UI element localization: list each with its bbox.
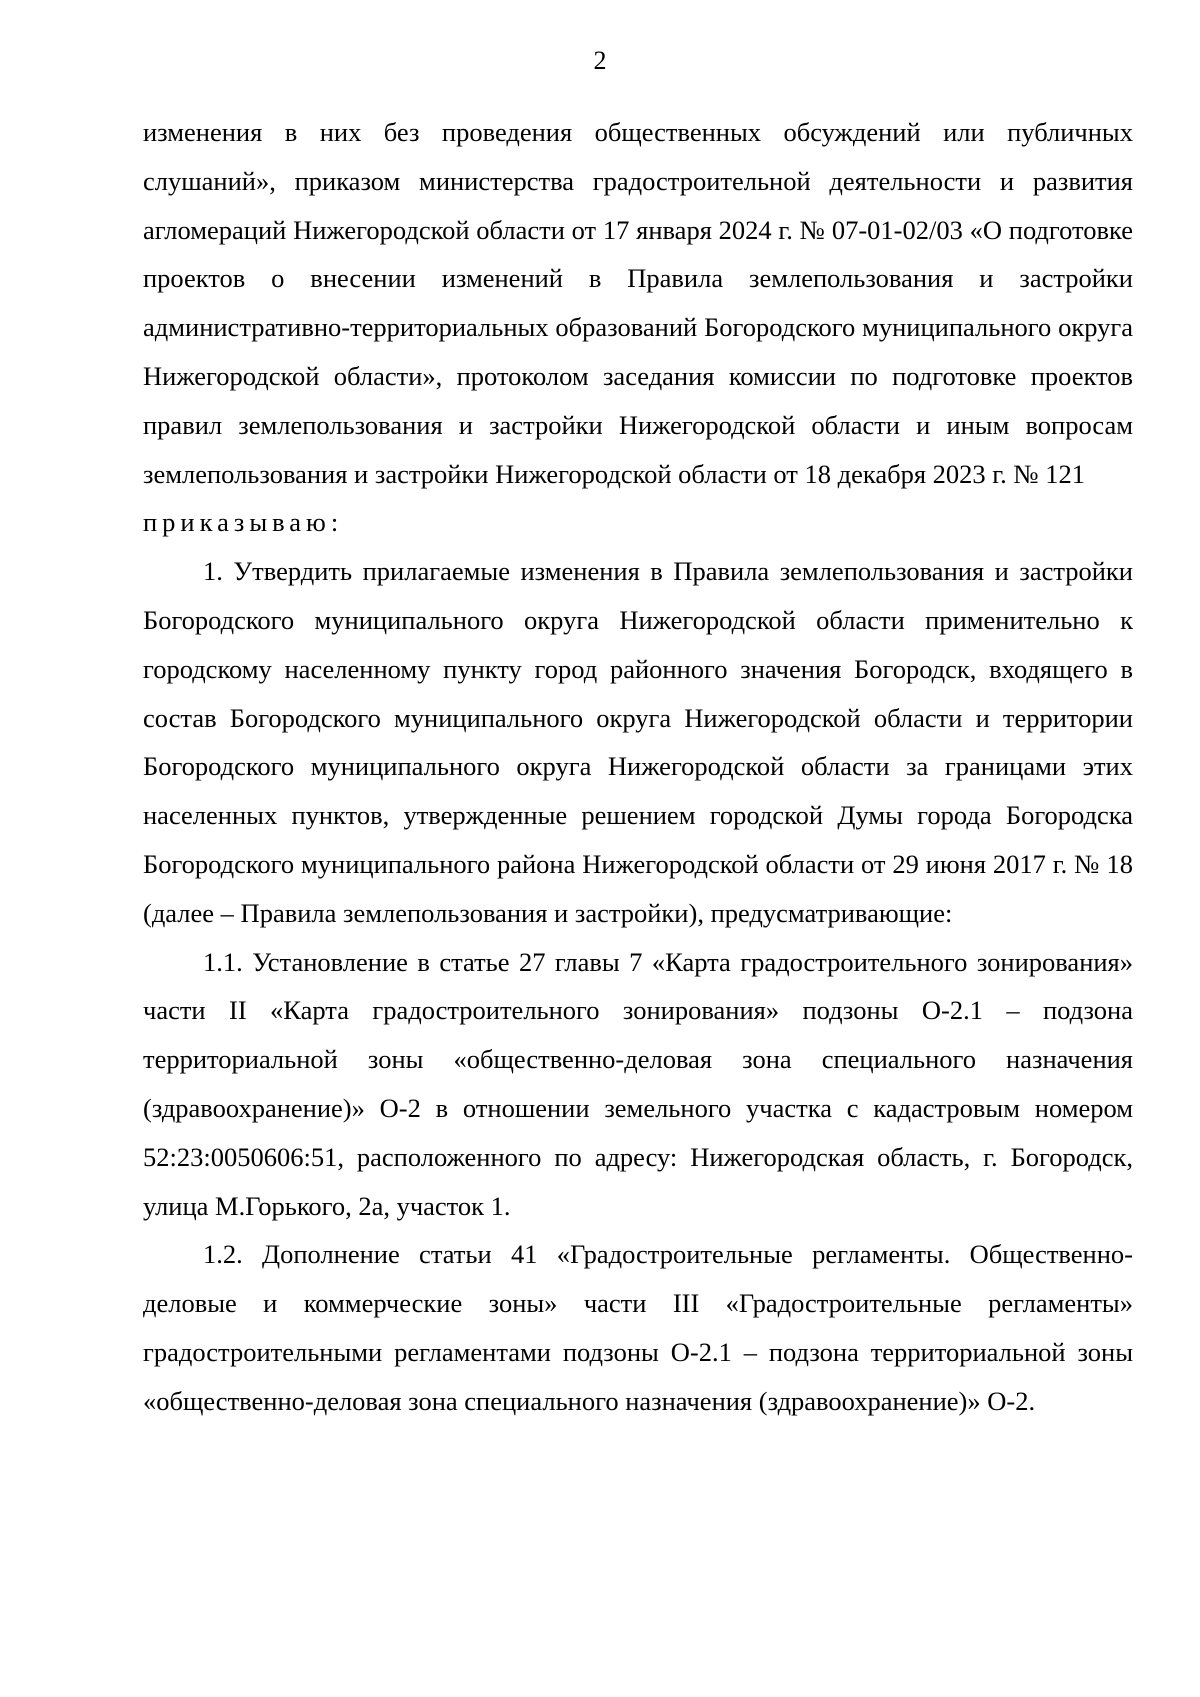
paragraph-preamble-continuation: изменения в них без проведения общественных обсуждений или публичных слушаний», приказом министерства градостроительной деятельности и развития агломераций Нижегородской области от 17 января 2024 г. № 07-01-02/03 «О подготовке проектов о внесении изменений в Правила землепользования и застройки административно-территориальных образований Богородского муниципального округа Нижегородской области», протоколом заседания комиссии по подготовке проектов правил землепользования и застройки Нижегородской области и иным вопросам землепользования и застройки Нижегородской области от 18 декабря 2023 г. № 121 xyxy=(143,117,1133,489)
document-body xyxy=(143,108,1133,1426)
paragraph-order-word: приказываю: xyxy=(143,507,344,538)
paragraph-item-1-1: 1.1. Установление в статье 27 главы 7 «Карта градостроительного зонирования» части II «Карта градостроительного зонирования» подзоны О-2.1 – подзона территориальной зоны «общественно-деловая зона специального назначения (здравоохранение)» О-2 в отношении земельного участка с кадастровым номером 52:23:0050606:51, расположенного по адресу: Нижегородская область, г. Богородск, улица М.Горького, 2а, участок 1. xyxy=(143,946,1133,1221)
paragraph-item-1: 1. Утвердить прилагаемые изменения в Правила землепользования и застройки Богородского муниципального округа Нижегородской области применительно к городскому населенному пункту город районного значения Богородск, входящего в состав Богородского муниципального округа Нижегородской области и территории Богородского муниципального округа Нижегородской области за границами этих населенных пунктов, утвержденные решением городской Думы города Богородска Богородского муниципального района Нижегородской области от 29 июня 2017 г. № 18 (далее – Правила землепользования и застройки), предусматривающие: xyxy=(143,556,1133,928)
page-number: 2 xyxy=(593,46,607,75)
paragraph-item-1-2: 1.2. Дополнение статьи 41 «Градостроительные регламенты. Общественно-деловые и коммерческие зоны» части III «Градостроительные регламенты» градостроительными регламентами подзоны О-2.1 – подзона территориальной зоны «общественно-деловая зона специального назначения (здравоохранение)» О-2. xyxy=(143,1239,1133,1416)
